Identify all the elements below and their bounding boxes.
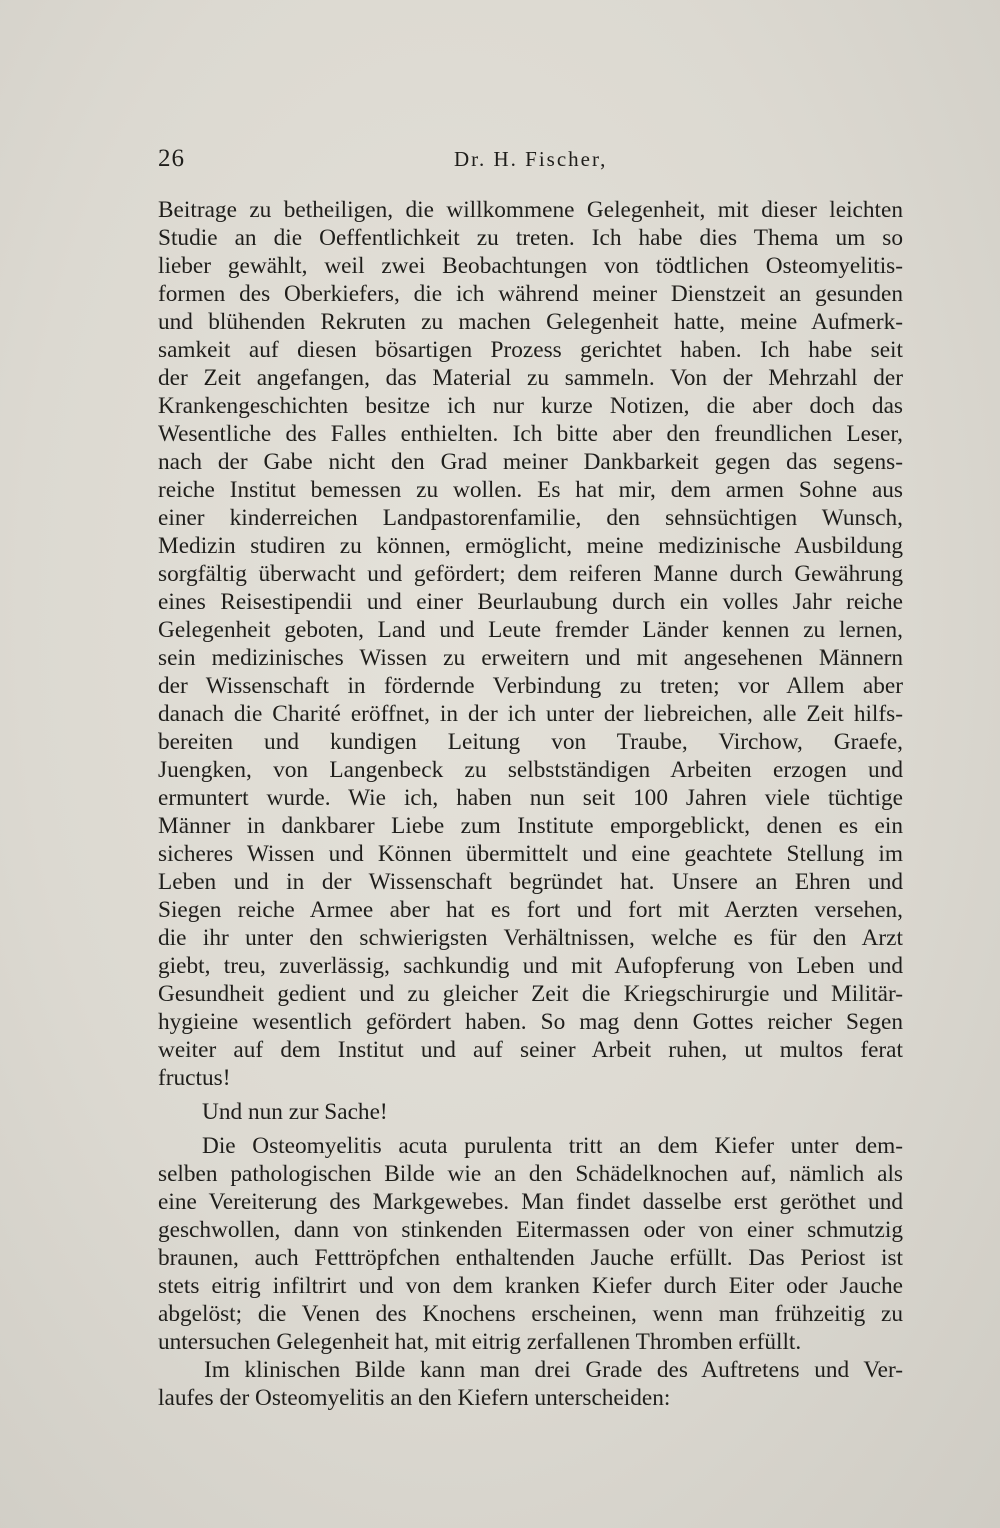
page-number: 26 [158, 145, 185, 172]
text-line: eine Vereiterung des Markgewebes. Man findet dasselbe erst geröthet und [158, 1189, 903, 1215]
body-text [158, 196, 903, 1412]
text-line: geschwollen, dann von stinkenden Eitermassen oder von einer schmutzig [158, 1217, 903, 1243]
text-line: bereiten und kundigen Leitung von Traube, Virchow, Graefe, [158, 729, 903, 755]
text-line: Im klinischen Bilde kann man drei Grade des Auftretens und Ver- [204, 1357, 903, 1383]
text-line: nach der Gabe nicht den Grad meiner Dankbarkeit gegen das segens- [158, 449, 903, 475]
text-line: Die Osteomyelitis acuta purulenta tritt an dem Kiefer unter dem- [202, 1133, 903, 1159]
text-line: Leben und in der Wissenschaft begründet hat. Unsere an Ehren und [158, 869, 903, 895]
text-line: eines Reisestipendii und einer Beurlaubung durch ein volles Jahr reiche [158, 589, 903, 615]
section-transition: Und nun zur Sache! [202, 1099, 388, 1125]
text-line: Gesundheit gedient und zu gleicher Zeit die Kriegschirurgie und Militär- [158, 981, 903, 1007]
text-line: danach die Charité eröffnet, in der ich unter der liebreichen, alle Zeit hilfs- [158, 701, 903, 727]
text-line: Wesentliche des Falles enthielten. Ich bitte aber den freundlichen Leser, [158, 421, 903, 447]
header-author: Dr. H. Fischer, [454, 147, 608, 171]
text-line: selben pathologischen Bilde wie an den Schädelknochen auf, nämlich als [158, 1161, 903, 1187]
text-line: laufes der Osteomyelitis an den Kiefern unterscheiden: [158, 1385, 671, 1411]
text-line: reiche Institut bemessen zu wollen. Es hat mir, dem armen Sohne aus [158, 477, 903, 503]
text-line: der Wissenschaft in fördernde Verbindung zu treten; vor Allem aber [158, 673, 903, 699]
text-line: Krankengeschichten besitze ich nur kurze Notizen, die aber doch das [158, 393, 903, 419]
text-line: Siegen reiche Armee aber hat es fort und fort mit Aerzten versehen, [158, 897, 903, 923]
text-line: Gelegenheit geboten, Land und Leute fremder Länder kennen zu lernen, [158, 617, 903, 643]
text-line: formen des Oberkiefers, die ich während meiner Dienstzeit an gesunden [158, 281, 903, 307]
text-line: hygieine wesentlich gefördert haben. So mag denn Gottes reicher Segen [158, 1009, 903, 1035]
text-line: und blühenden Rekruten zu machen Gelegenheit hatte, meine Aufmerk- [158, 309, 903, 335]
text-line: Studie an die Oeffentlichkeit zu treten. Ich habe dies Thema um so [158, 225, 903, 251]
text-line: Medizin studiren zu können, ermöglicht, meine medizinische Ausbildung [158, 533, 903, 559]
text-line: ermuntert wurde. Wie ich, haben nun seit 100 Jahren viele tüchtige [158, 785, 903, 811]
text-line: der Zeit angefangen, das Material zu sammeln. Von der Mehrzahl der [158, 365, 903, 391]
text-line: samkeit auf diesen bösartigen Prozess gerichtet haben. Ich habe seit [158, 337, 903, 363]
text-line: untersuchen Gelegenheit hat, mit eitrig zerfallenen Thromben erfüllt. [158, 1329, 802, 1355]
text-line: einer kinderreichen Landpastorenfamilie, den sehnsüchtigen Wunsch, [158, 505, 903, 531]
text-line: lieber gewählt, weil zwei Beobachtungen von tödtlichen Osteomyelitis- [158, 253, 903, 279]
text-line: Juengken, von Langenbeck zu selbstständigen Arbeiten erzogen und [158, 757, 903, 783]
text-line: fructus! [158, 1065, 231, 1091]
text-line: weiter auf dem Institut und auf seiner Arbeit ruhen, ut multos ferat [158, 1037, 903, 1063]
running-header [158, 145, 903, 179]
text-line: Männer in dankbarer Liebe zum Institute emporgeblickt, denen es ein [158, 813, 903, 839]
text-line: sorgfältig überwacht und gefördert; dem reiferen Manne durch Gewährung [158, 561, 903, 587]
text-line: die ihr unter den schwierigsten Verhältnissen, welche es für den Arzt [158, 925, 903, 951]
text-line: stets eitrig infiltrirt und von dem kranken Kiefer durch Eiter oder Jauche [158, 1273, 903, 1299]
text-line: abgelöst; die Venen des Knochens erscheinen, wenn man frühzeitig zu [158, 1301, 903, 1327]
text-line: sicheres Wissen und Können übermittelt und eine geachtete Stellung im [158, 841, 903, 867]
text-line: braunen, auch Fetttröpfchen enthaltenden Jauche erfüllt. Das Periost ist [158, 1245, 903, 1271]
text-line: sein medizinisches Wissen zu erweitern und mit angesehenen Männern [158, 645, 903, 671]
text-line: giebt, treu, zuverlässig, sachkundig und mit Aufopferung von Leben und [158, 953, 903, 979]
text-line: Beitrage zu betheiligen, die willkommene Gelegenheit, mit dieser leichten [158, 197, 903, 223]
